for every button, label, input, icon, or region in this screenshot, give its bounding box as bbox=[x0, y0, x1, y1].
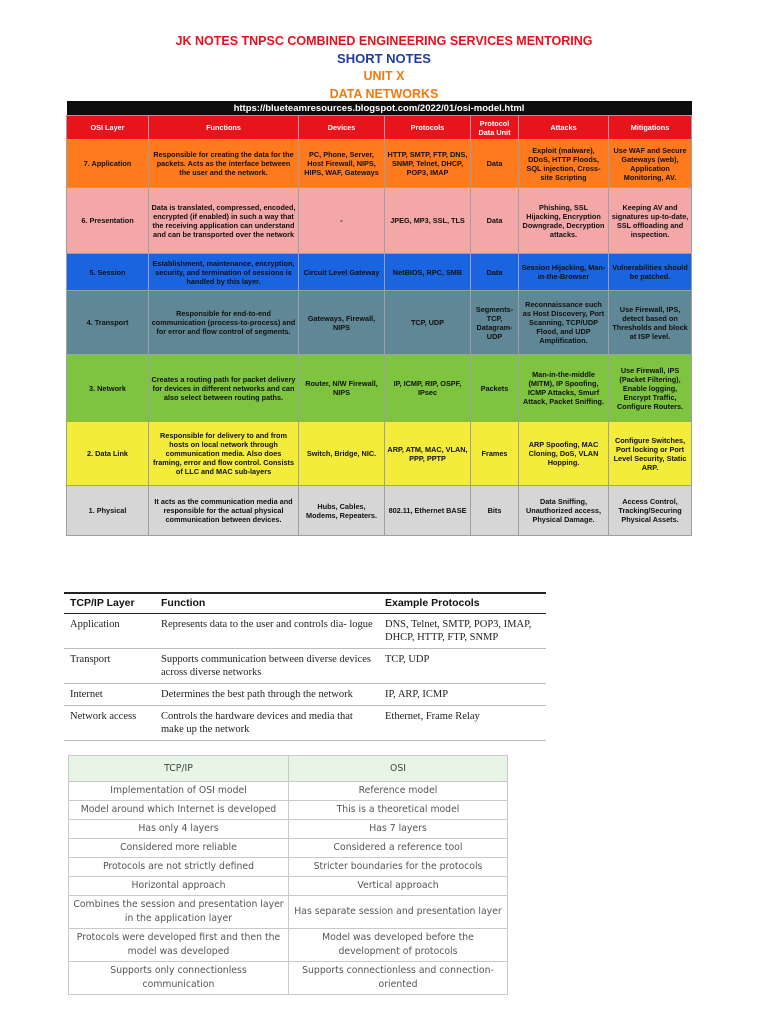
osi-layer-row bbox=[67, 291, 692, 355]
doc-title-unit: UNIT X bbox=[363, 69, 405, 83]
comparison-cell: Considered a reference tool bbox=[289, 839, 508, 858]
comparison-row bbox=[69, 929, 508, 962]
tcpip-cell: Transport bbox=[64, 649, 155, 684]
osi-layer-row bbox=[67, 140, 692, 188]
osi-layer-row bbox=[67, 188, 692, 254]
osi-cell: Hubs, Cables, Modems, Repeaters. bbox=[299, 486, 385, 536]
osi-cell: Exploit (malware), DDoS, HTTP Floods, SQL injection, Cross-site Scripting bbox=[519, 140, 609, 188]
comparison-row bbox=[69, 839, 508, 858]
osi-cell: HTTP, SMTP, FTP, DNS, SNMP, Telnet, DHCP, POP3, IMAP bbox=[385, 140, 471, 188]
comparison-cell: Considered more reliable bbox=[69, 839, 289, 858]
doc-title-line2: SHORT NOTES bbox=[337, 51, 431, 66]
osi-layer-row bbox=[67, 355, 692, 422]
osi-layer-row bbox=[67, 254, 692, 291]
osi-cell: Data Sniffing, Unauthorized access, Physical Damage. bbox=[519, 486, 609, 536]
comparison-cell: Has separate session and presentation layer bbox=[289, 896, 508, 929]
tcpip-cell: Ethernet, Frame Relay bbox=[379, 706, 546, 741]
osi-cell: Man-in-the-middle (MITM), IP Spoofing, ICMP Attacks, Smurf Attack, Packet Sniffing. bbox=[519, 355, 609, 422]
comparison-column-header: OSI bbox=[289, 756, 508, 782]
tcpip-layer-row bbox=[64, 614, 546, 649]
osi-column-header: Mitigations bbox=[609, 116, 692, 140]
osi-cell: IP, ICMP, RIP, OSPF, IPsec bbox=[385, 355, 471, 422]
osi-cell: Responsible for delivery to and from hosts on local network through communication media. Also does framing, error and flow control. Consists of LLC and MAC sub-layers bbox=[149, 422, 299, 486]
osi-column-header: Devices bbox=[299, 116, 385, 140]
comparison-cell: Supports only connectionless communication bbox=[69, 962, 289, 995]
osi-column-header: Functions bbox=[149, 116, 299, 140]
osi-cell: 7. Application bbox=[67, 140, 149, 188]
comparison-cell: Has 7 layers bbox=[289, 820, 508, 839]
osi-cell: Use Firewall, IPS (Packet Filtering), Enable logging, Encrypt Traffic, Configure Routers. bbox=[609, 355, 692, 422]
tcpip-cell: IP, ARP, ICMP bbox=[379, 684, 546, 706]
comparison-cell: Has only 4 layers bbox=[69, 820, 289, 839]
osi-cell: Phishing, SSL Hijacking, Encryption Downgrade, Decryption attacks. bbox=[519, 188, 609, 254]
comparison-row bbox=[69, 877, 508, 896]
osi-cell: 3. Network bbox=[67, 355, 149, 422]
comparison-cell: Model was developed before the development of protocols bbox=[289, 929, 508, 962]
comparison-column-header: TCP/IP bbox=[69, 756, 289, 782]
osi-cell: 4. Transport bbox=[67, 291, 149, 355]
osi-column-header: Protocols bbox=[385, 116, 471, 140]
comparison-cell: Protocols are not strictly defined bbox=[69, 858, 289, 877]
tcpip-cell: Internet bbox=[64, 684, 155, 706]
comparison-cell: Reference model bbox=[289, 782, 508, 801]
comparison-row bbox=[69, 782, 508, 801]
osi-cell: Segments-TCP, Datagram-UDP bbox=[471, 291, 519, 355]
comparison-row bbox=[69, 962, 508, 995]
osi-layer-row bbox=[67, 422, 692, 486]
comparison-cell: Horizontal approach bbox=[69, 877, 289, 896]
comparison-header-row bbox=[69, 756, 508, 782]
osi-model-table bbox=[66, 101, 692, 536]
osi-cell: PC, Phone, Server, Host Firewall, NIPS, HIPS, WAF, Gateways bbox=[299, 140, 385, 188]
osi-cell: Frames bbox=[471, 422, 519, 486]
tcpip-cell: TCP, UDP bbox=[379, 649, 546, 684]
osi-cell: Data bbox=[471, 140, 519, 188]
doc-title-topic: DATA NETWORKS bbox=[329, 87, 439, 101]
osi-cell: Creates a routing path for packet delivery for devices in different networks and can also select between routing paths. bbox=[149, 355, 299, 422]
osi-cell: Use Firewall, IPS, detect based on Thresholds and block at ISP level. bbox=[609, 291, 692, 355]
tcpip-layer-table bbox=[64, 592, 546, 741]
osi-column-header: Attacks bbox=[519, 116, 609, 140]
osi-cell: Use WAF and Secure Gateways (web), Application Monitoring, AV. bbox=[609, 140, 692, 188]
comparison-cell: Stricter boundaries for the protocols bbox=[289, 858, 508, 877]
comparison-cell: Model around which Internet is developed bbox=[69, 801, 289, 820]
tcpip-column-header: TCP/IP Layer bbox=[64, 593, 155, 614]
osi-cell: Data bbox=[471, 254, 519, 291]
tcpip-column-header: Function bbox=[155, 593, 379, 614]
osi-cell: Session Hijacking, Man-in-the-Browser bbox=[519, 254, 609, 291]
osi-cell: 802.11, Ethernet BASE bbox=[385, 486, 471, 536]
tcpip-layer-row bbox=[64, 706, 546, 741]
comparison-row bbox=[69, 820, 508, 839]
tcpip-layer-row bbox=[64, 684, 546, 706]
osi-cell: JPEG, MP3, SSL, TLS bbox=[385, 188, 471, 254]
osi-cell: 6. Presentation bbox=[67, 188, 149, 254]
comparison-cell: Protocols were developed first and then the model was developed bbox=[69, 929, 289, 962]
osi-cell: Circuit Level Gateway bbox=[299, 254, 385, 291]
osi-cell: Gateways, Firewall, NIPS bbox=[299, 291, 385, 355]
tcpip-cell: Network access bbox=[64, 706, 155, 741]
osi-cell: 2. Data Link bbox=[67, 422, 149, 486]
osi-cell: TCP, UDP bbox=[385, 291, 471, 355]
osi-cell: ARP Spoofing, MAC Cloning, DoS, VLAN Hopping. bbox=[519, 422, 609, 486]
osi-column-header: Protocol Data Unit bbox=[471, 116, 519, 140]
osi-cell: Access Control, Tracking/Securing Physical Assets. bbox=[609, 486, 692, 536]
comparison-row bbox=[69, 896, 508, 929]
comparison-cell: Vertical approach bbox=[289, 877, 508, 896]
tcpip-cell: Supports communication between diverse devices across diverse networks bbox=[155, 649, 379, 684]
osi-cell: Data is translated, compressed, encoded, encrypted (if enabled) in such a way that the receiving application can understand and can be transported over the network bbox=[149, 188, 299, 254]
osi-cell: 5. Session bbox=[67, 254, 149, 291]
osi-cell: ARP, ATM, MAC, VLAN, PPP, PPTP bbox=[385, 422, 471, 486]
osi-cell: Router, N/W Firewall, NIPS bbox=[299, 355, 385, 422]
osi-cell: Configure Switches, Port locking or Port Level Security, Static ARP. bbox=[609, 422, 692, 486]
tcpip-cell: DNS, Telnet, SMTP, POP3, IMAP, DHCP, HTTP, FTP, SNMP bbox=[379, 614, 546, 649]
comparison-row bbox=[69, 858, 508, 877]
osi-header-row bbox=[67, 116, 692, 140]
tcpip-cell: Controls the hardware devices and media that make up the network bbox=[155, 706, 379, 741]
comparison-cell: Combines the session and presentation layer in the application layer bbox=[69, 896, 289, 929]
tcpip-header-row bbox=[64, 593, 546, 614]
osi-cell: 1. Physical bbox=[67, 486, 149, 536]
tcpip-layer-row bbox=[64, 649, 546, 684]
osi-cell: Data bbox=[471, 188, 519, 254]
osi-cell: Responsible for creating the data for the packets. Acts as the interface between the user and the network. bbox=[149, 140, 299, 188]
osi-cell: Keeping AV and signatures up-to-date, SSL offloading and inspection. bbox=[609, 188, 692, 254]
osi-column-header: OSI Layer bbox=[67, 116, 149, 140]
tcpip-cell: Determines the best path through the network bbox=[155, 684, 379, 706]
osi-cell: It acts as the communication media and responsible for the actual physical communication between devices. bbox=[149, 486, 299, 536]
osi-cell: Responsible for end-to-end communication (process-to-process) and for error and flow control of segments. bbox=[149, 291, 299, 355]
osi-cell: NetBIOS, RPC, SMB bbox=[385, 254, 471, 291]
osi-layer-row bbox=[67, 486, 692, 536]
osi-cell: Vulnerabilities should be patched. bbox=[609, 254, 692, 291]
tcpip-vs-osi-table bbox=[68, 755, 508, 995]
osi-cell: Bits bbox=[471, 486, 519, 536]
tcpip-cell: Represents data to the user and controls dia- logue bbox=[155, 614, 379, 649]
tcpip-cell: Application bbox=[64, 614, 155, 649]
osi-cell: Reconnaissance such as Host Discovery, Port Scanning, TCP/UDP Flood, and UDP Amplification. bbox=[519, 291, 609, 355]
osi-cell: Switch, Bridge, NIC. bbox=[299, 422, 385, 486]
tcpip-column-header: Example Protocols bbox=[379, 593, 546, 614]
comparison-cell: This is a theoretical model bbox=[289, 801, 508, 820]
comparison-cell: Implementation of OSI model bbox=[69, 782, 289, 801]
osi-cell: Establishment, maintenance, encryption, security, and termination of sessions is handled by this layer. bbox=[149, 254, 299, 291]
comparison-cell: Supports connectionless and connection-oriented bbox=[289, 962, 508, 995]
source-url[interactable]: https://blueteamresources.blogspot.com/2022/01/osi-model.html bbox=[67, 101, 692, 116]
osi-cell: - bbox=[299, 188, 385, 254]
doc-title-line1: JK NOTES TNPSC COMBINED ENGINEERING SERVICES MENTORING bbox=[175, 34, 593, 48]
comparison-row bbox=[69, 801, 508, 820]
osi-cell: Packets bbox=[471, 355, 519, 422]
